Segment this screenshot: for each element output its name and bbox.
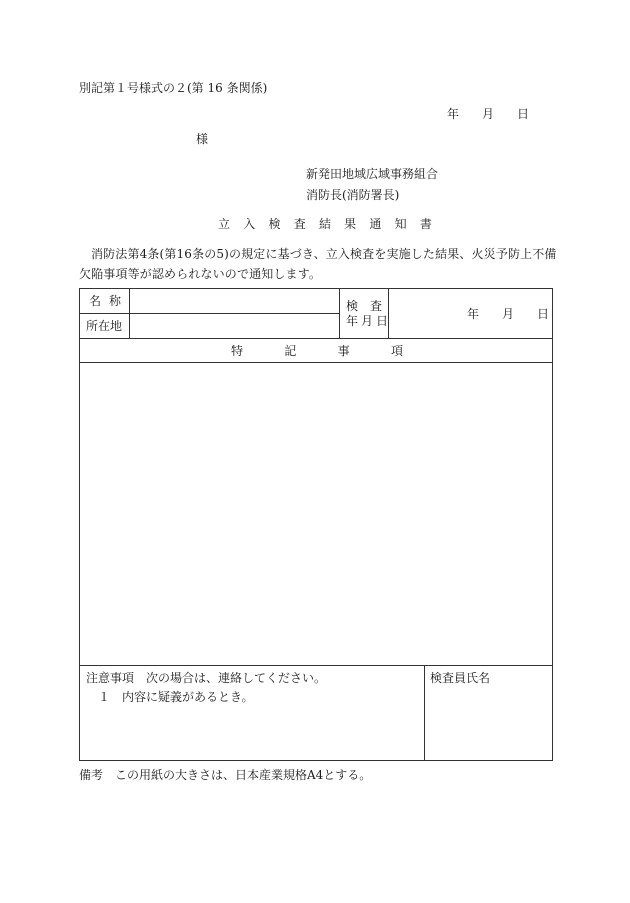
address-field[interactable] bbox=[131, 315, 338, 337]
row-divider-info bbox=[80, 338, 552, 339]
title-char: 検 bbox=[268, 217, 281, 231]
remarks-area[interactable] bbox=[81, 364, 551, 664]
inspection-date-label-top: 検 査 bbox=[346, 299, 382, 313]
inspection-year: 年 bbox=[467, 307, 480, 321]
date-year: 年 bbox=[447, 107, 460, 121]
addressee-suffix: 様 bbox=[196, 132, 209, 146]
document-title bbox=[218, 218, 432, 230]
remarks-header: 特 記 事 項 bbox=[231, 344, 403, 358]
name-field[interactable] bbox=[131, 290, 338, 312]
row-divider-remarks-header bbox=[80, 362, 552, 363]
inspector-label: 検査員氏名 bbox=[430, 671, 491, 685]
title-char: 入 bbox=[243, 217, 256, 231]
inspection-day: 日 bbox=[537, 307, 550, 321]
title-char: 通 bbox=[369, 217, 382, 231]
title-char: 査 bbox=[293, 217, 306, 231]
notes-heading: 注意事項 次の場合は、連絡してください。 bbox=[86, 671, 327, 685]
body-paragraph: 消防法第4条(第16条の5)の規定に基づき、立入検査を実施した結果、火災予防上不備欠陥事項等が認められないので通知します。 bbox=[79, 247, 557, 281]
name-label: 名 称 bbox=[89, 294, 121, 308]
issuer-title: 消防長(消防署長) bbox=[306, 188, 400, 202]
inspection-month: 月 bbox=[502, 307, 515, 321]
date-month: 月 bbox=[482, 107, 495, 121]
col-divider-value bbox=[339, 289, 340, 338]
footer-note: 備考 この用紙の大きさは、日本産業規格A4とする。 bbox=[79, 768, 372, 782]
title-char: 果 bbox=[344, 217, 357, 231]
title-char: 知 bbox=[394, 217, 407, 231]
col-divider-label bbox=[129, 289, 130, 338]
inspector-name-field[interactable] bbox=[426, 689, 550, 759]
issuer-org: 新発田地域広域事務組合 bbox=[306, 167, 439, 181]
col-divider-inspector bbox=[424, 665, 425, 760]
address-label: 所在地 bbox=[86, 319, 123, 333]
row-divider-name bbox=[80, 313, 340, 314]
row-divider-notes bbox=[80, 665, 552, 666]
form-number: 別記第１号様式の２(第 16 条関係) bbox=[79, 81, 268, 95]
title-char: 書 bbox=[419, 217, 432, 231]
inspection-date-label-bottom: 年月日 bbox=[346, 314, 392, 328]
inspection-form-table bbox=[79, 288, 553, 761]
date-day: 日 bbox=[517, 107, 530, 121]
title-char: 結 bbox=[318, 217, 331, 231]
title-char: 立 bbox=[218, 217, 231, 231]
notes-item: １ 内容に疑義があるとき。 bbox=[98, 690, 254, 704]
